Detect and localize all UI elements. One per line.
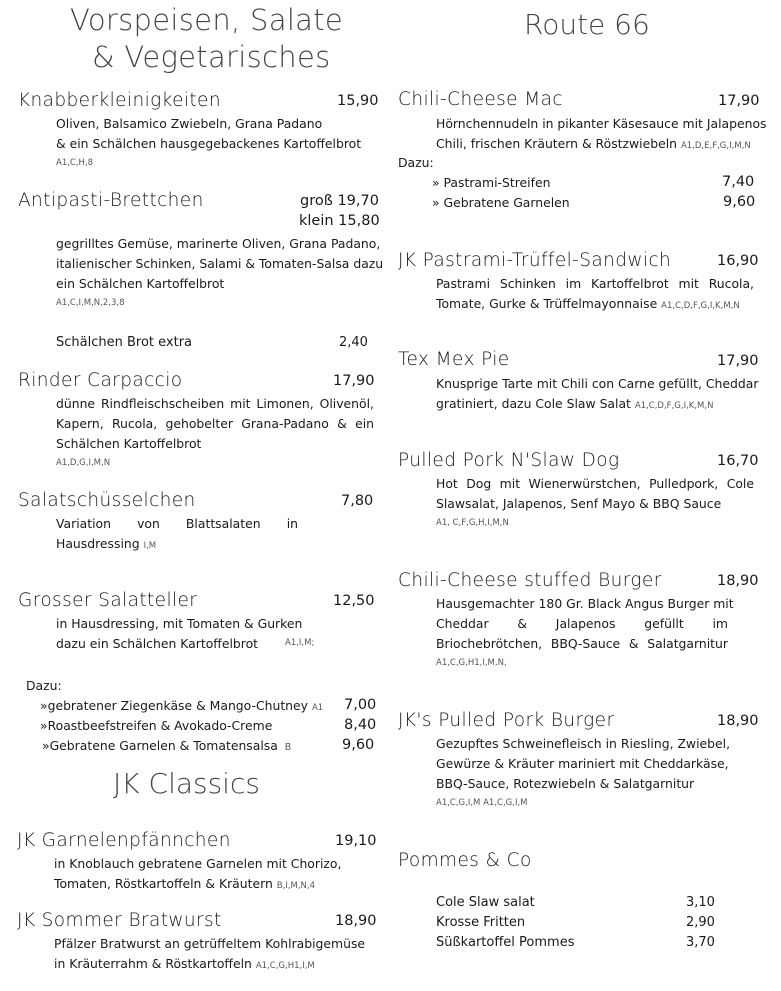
item-desc: Hörnchennudeln in pikanter Käsesauce mit Jalapenos [436,116,767,131]
allergens: A1,C,D,F,G,I,K,M,N [634,401,714,411]
item-desc: dazu ein Schälchen Kartoffelbrot [56,636,259,651]
heading-jk-classics: JK Classics [113,767,260,800]
allergens: A1, C,F,G,H,I,M,N [436,518,509,528]
item-desc: in Kräuterrahm & Röstkartoffeln A1,C,G,H1,I,M [54,956,315,971]
item-price: 17,90 [333,373,375,389]
allergens: B,I,M,N,4 [276,881,316,891]
item-desc: Oliven, Balsamico Zwiebeln, Grana Padano [56,116,323,131]
allergens: A1,C,D,F,G,I,K,M,N [661,301,740,311]
pommes-price: 3,70 [686,935,715,950]
item-title: JK Pastrami-Trüffel-Sandwich [398,250,672,271]
item-price: 19,10 [335,833,377,849]
allergens: A1,C,I,M,N,2,3,8 [56,298,125,308]
item-desc: Slawsalat, Jalapenos, Senf Mayo & BBQ Sauce [436,496,722,511]
item-desc: gratiniert, dazu Cole Slaw Salat A1,C,D,F,G,I,K,M,N [436,396,714,411]
item-title: Knabberkleinigkeiten [18,90,221,111]
item-title: Salatschüsselchen [18,490,196,511]
allergens: A1,C,G,H1,I,M,N, [436,658,507,668]
item-desc: Kapern, Rucola, gehobelter Grana-Padano & ein [56,416,374,431]
item-title: Pulled Pork N'Slaw Dog [398,450,620,471]
pommes-item: Krosse Fritten [436,915,526,930]
item-price: 12,50 [333,593,375,609]
item-desc: BBQ-Sauce, Rotezwiebeln & Salatgarnitur [436,776,695,791]
dazu-label: Dazu: [26,678,62,693]
item-desc: Briochebrötchen, BBQ-Sauce & Salatgarnitur [436,636,728,651]
item-desc: in Hausdressing, mit Tomaten & Gurken [56,616,303,631]
item-desc: Schälchen Kartoffelbrot [56,436,202,451]
item-desc: in Knoblauch gebratene Garnelen mit Chorizo, [54,856,342,871]
pommes-item: Cole Slaw salat [436,895,535,910]
item-price: 16,90 [717,253,759,269]
item-price: 18,90 [335,913,377,929]
item-desc: Knusprige Tarte mit Chili con Carne gefüllt, Cheddar [436,376,759,391]
dazu-price: 9,60 [342,737,375,753]
item-title: JK Sommer Bratwurst [17,910,222,931]
pommes-price: 2,90 [686,915,715,930]
dazu-item: »Gebratene Garnelen & Tomatensalsa B [42,738,292,753]
item-desc: Tomaten, Röstkartoffeln & Kräutern B,I,M,N,4 [54,876,316,891]
item-desc: Hausdressing I,M [56,536,157,551]
item-price: 17,90 [718,93,760,109]
dazu-price: 7,40 [722,174,755,190]
item-title: JK Garnelenpfännchen [17,830,231,851]
item-title: Grosser Salatteller [18,590,198,611]
item-price: 17,90 [717,353,759,369]
allergens: I,M [143,541,157,551]
item-price: 16,70 [717,453,759,469]
pommes-item: Süßkartoffel Pommes [436,935,575,950]
item-price-small: klein 15,80 [299,213,380,229]
dazu-label: Dazu: [398,155,434,170]
item-price: 18,90 [717,573,759,589]
heading-vorspeisen-line2: & Vegetarisches [92,40,331,74]
item-title: Chili-Cheese Mac [398,89,563,110]
item-title: Chili-Cheese stuffed Burger [398,570,662,591]
item-desc: gegrilltes Gemüse, marinerte Oliven, Grana Padano, [56,236,381,251]
item-desc: Tomate, Gurke & Trüffelmayonnaise A1,C,D,F,G,I,K,M,N [436,296,740,311]
heading-pommes: Pommes & Co [398,850,532,871]
item-desc: Chili, frischen Kräutern & Röstzwiebeln A1,D,E,F,G,I,M,N [436,136,751,151]
heading-route66: Route 66 [524,8,650,41]
allergens: A1,I,M; [285,638,315,648]
item-desc: Hot Dog mit Wienerwürstchen, Pulledpork, Cole [436,476,754,491]
item-price: 18,90 [717,713,759,729]
item-title: Tex Mex Pie [398,349,510,370]
item-desc: Cheddar & Jalapenos gefüllt im [436,616,728,631]
item-title: Antipasti-Brettchen [18,190,204,211]
allergens: A1,D,E,F,G,I,M,N [680,141,751,151]
item-desc: Pastrami Schinken im Kartoffelbrot mit Rucola, [436,276,754,291]
item-title: Rinder Carpaccio [18,370,183,391]
item-desc: italienischer Schinken, Salami & Tomaten-Salsa dazu [56,256,384,271]
allergens: A1,C,G,H1,I,M [255,961,315,971]
dazu-item: » Gebratene Garnelen [432,195,570,210]
allergens: A1,D,G,I,M,N [56,458,111,468]
extra-label: Schälchen Brot extra [56,335,193,350]
allergens: A1,C,G,I,M A1,C,G,I,M [436,798,528,808]
item-desc: ein Schälchen Kartoffelbrot [56,276,225,291]
heading-vorspeisen-line1: Vorspeisen, Salate [70,3,344,37]
dazu-price: 9,60 [723,194,756,210]
dazu-item: » Pastrami-Streifen [432,175,551,190]
item-desc: Gewürze & Kräuter mariniert mit Cheddarkäse, [436,756,729,771]
dazu-price: 8,40 [344,717,377,733]
extra-price: 2,40 [339,335,368,350]
item-desc: Pfälzer Bratwurst an getrüffeltem Kohlrabigemüse [54,936,366,951]
allergens: A1,C,H,8 [56,158,94,168]
item-desc: & ein Schälchen hausgegebackenes Kartoffelbrot [56,136,362,151]
dazu-item: »Roastbeefstreifen & Avokado-Creme [40,718,273,733]
dazu-price: 7,00 [344,697,377,713]
item-price: 7,80 [341,493,374,509]
dazu-item: »gebratener Ziegenkäse & Mango-Chutney A1 [40,698,324,713]
pommes-price: 3,10 [686,895,715,910]
item-price-large: groß 19,70 [300,193,379,209]
item-desc: Gezupftes Schweinefleisch in Riesling, Zwiebel, [436,736,731,751]
item-price: 15,90 [337,93,379,109]
item-desc: dünne Rindfleischscheiben mit Limonen, Olivenöl, [56,396,374,411]
item-title: JK's Pulled Pork Burger [398,710,615,731]
item-desc: Hausgemachter 180 Gr. Black Angus Burger mit [436,596,734,611]
item-desc: Variation von Blattsalaten in [56,516,298,531]
